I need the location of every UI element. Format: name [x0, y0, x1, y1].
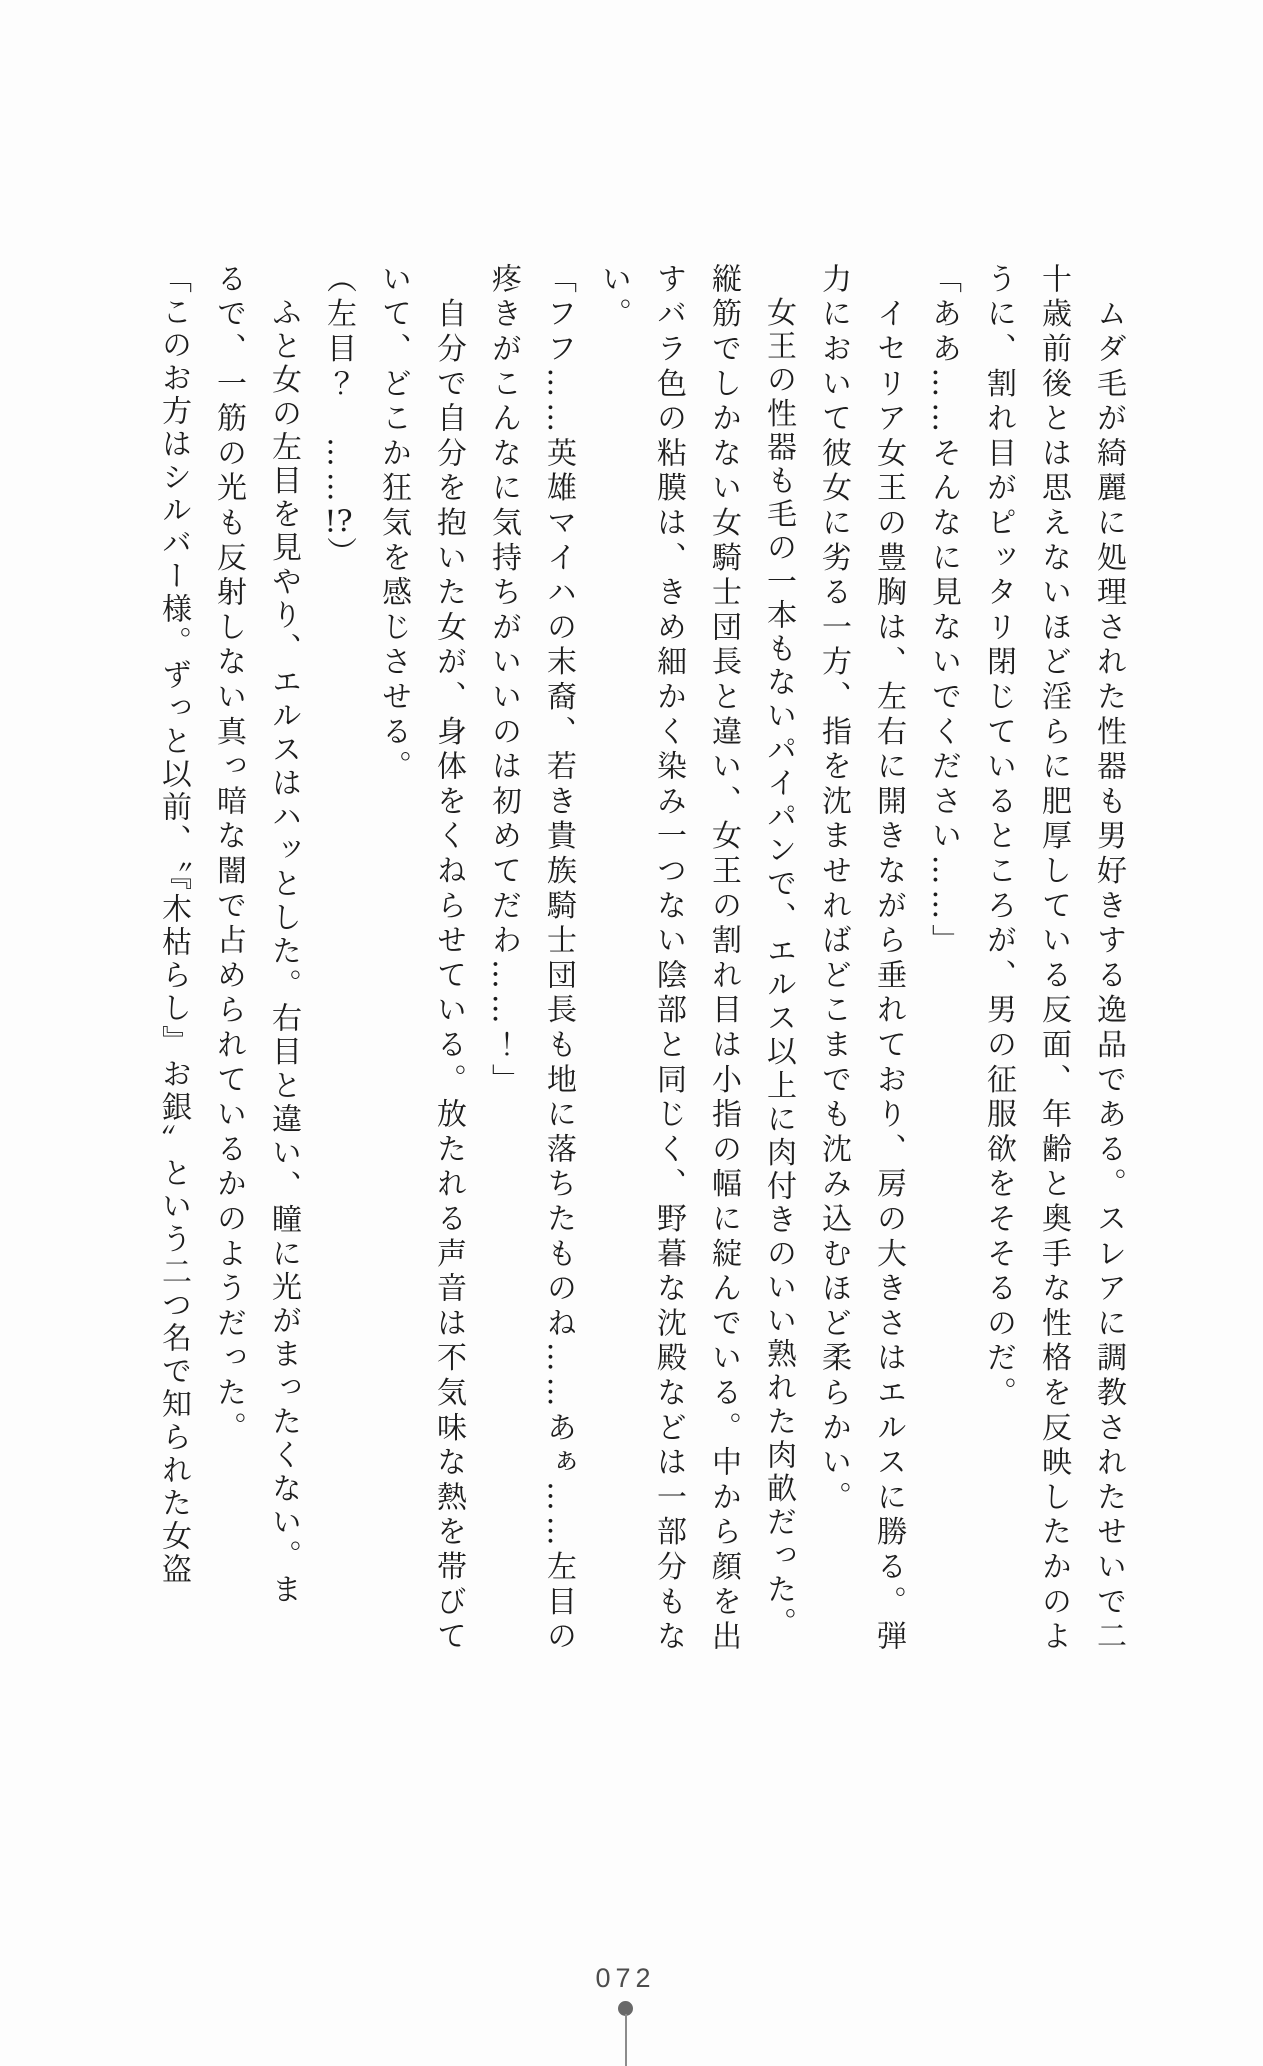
text-line-03: うに、割れ目がピッタリ閉じているところが、男の征服欲をそそるのだ。	[981, 263, 1016, 1412]
text-line-06: 力において彼女に劣る一方、指を沈ませればどこまでも沈み込むほど柔らかい。	[816, 263, 851, 1516]
text-line-14: いて、どこか狂気を感じさせる。	[376, 263, 411, 785]
exclamation-question-mark: !?	[324, 506, 353, 537]
text-line-17: るで、一筋の光も反射しない真っ暗な闇で占められているかのようだった。	[211, 263, 246, 1447]
text-line-05: イセリア女王の豊胸は、左右に開きながら垂れており、房の大きさはエルスに勝る。弾	[871, 263, 906, 1655]
footer-rule-line	[625, 2014, 627, 2066]
text-line-04: 「ああ……そんなに見ないでください……」	[926, 263, 961, 959]
text-line-16: ふと女の左目を見やり、エルスはハッとした。右目と違い、瞳に光がまったくない。ま	[266, 263, 301, 1607]
body-text	[146, 263, 1136, 1663]
text-line-09: すバラ色の粘膜は、きめ細かく染み一つない陰部と同じく、野暮な沈殿などは一部分もな	[651, 263, 686, 1655]
text-line-12: 疼きがこんなに気持ちがいいのは初めてだわ……！」	[486, 263, 521, 1099]
page-number: 072	[595, 1963, 656, 1993]
text-line-08: 縦筋でしかない女騎士団長と違い、女王の割れ目は小指の幅に綻んでいる。中から顔を出	[706, 263, 741, 1655]
text-line-11: 「フフ……英雄マイハの末裔、若き貴族騎士団長も地に落ちたものね……あぁ……左目の	[541, 263, 576, 1655]
text-line-01: ムダ毛が綺麗に処理された性器も男好きする逸品である。スレアに調教されたせいで二	[1091, 263, 1126, 1655]
text-line-10: い。	[596, 263, 631, 333]
text-line-18: 「このお方はシルバー様。ずっと以前、〝『木枯らし』お銀〟という二つ名で知られた女盗	[156, 263, 191, 1586]
text-line-07: 女王の性器も毛の一本もないパイパンで、エルス以上に肉付きのいい熟れた肉畝だった。	[761, 263, 796, 1641]
text-line-13: 自分で自分を抱いた女が、身体をくねらせている。放たれる声音は不気味な熱を帯びて	[431, 263, 466, 1655]
text-line-15: （左目？ ……!?）	[321, 263, 356, 572]
text-line-02: 十歳前後とは思えないほど淫らに肥厚している反面、年齢と奥手な性格を反映したかのよ	[1036, 263, 1071, 1655]
